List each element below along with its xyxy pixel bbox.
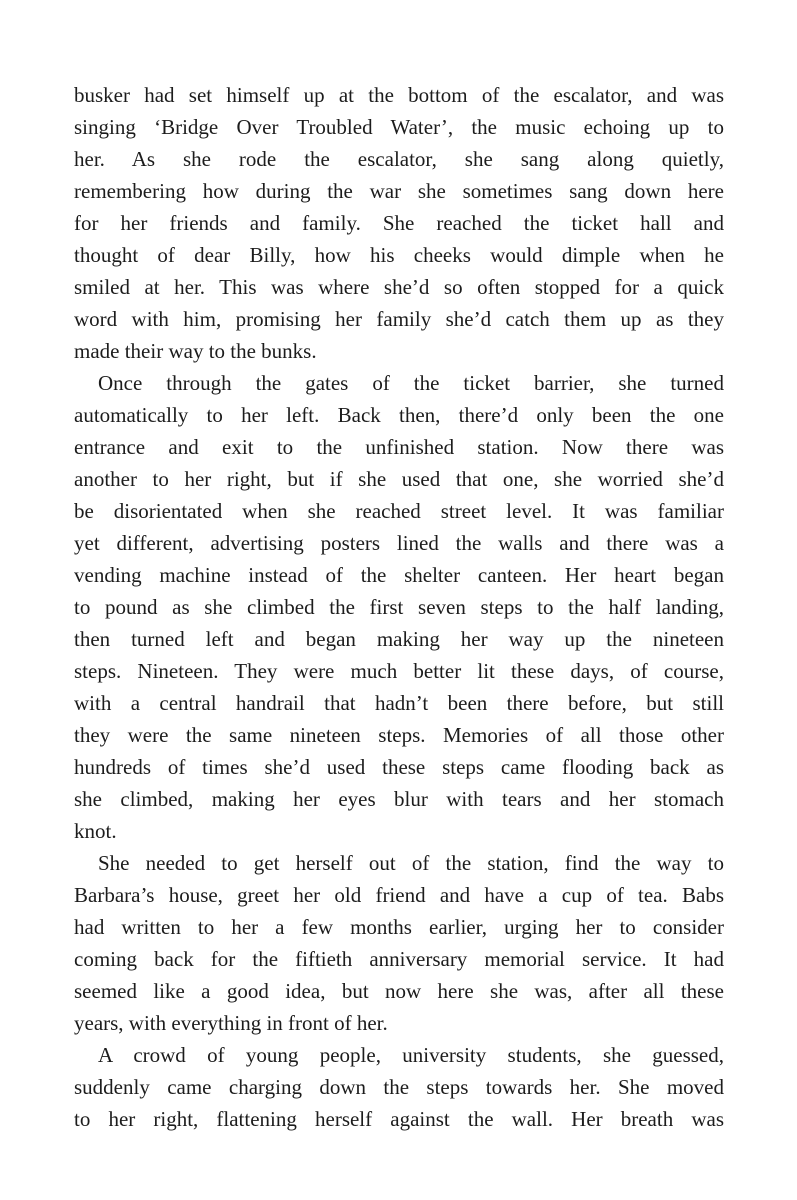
text-line: knot. bbox=[74, 819, 117, 843]
text-line: smiled at her. This was where she’d so often stopped for a quick bbox=[74, 275, 724, 299]
text-line: years, with everything in front of her. bbox=[74, 1011, 388, 1035]
text-line: suddenly came charging down the steps towards her. She moved bbox=[74, 1075, 724, 1099]
text-line: busker had set himself up at the bottom of the escalator, and was bbox=[74, 83, 724, 107]
text-line: hundreds of times she’d used these steps came flooding back as bbox=[74, 755, 724, 779]
text-line: to pound as she climbed the first seven steps to the half landing, bbox=[74, 595, 724, 619]
text-line: singing ‘Bridge Over Troubled Water’, the music echoing up to bbox=[74, 115, 724, 139]
text-line: they were the same nineteen steps. Memories of all those other bbox=[74, 723, 724, 747]
text-line: Once through the gates of the ticket barrier, she turned bbox=[98, 371, 724, 395]
text-line: remembering how during the war she sometimes sang down here bbox=[74, 179, 724, 203]
text-line: had written to her a few months earlier, urging her to consider bbox=[74, 915, 724, 939]
text-line: Barbara’s house, greet her old friend and have a cup of tea. Babs bbox=[74, 883, 724, 907]
text-line: she climbed, making her eyes blur with tears and her stomach bbox=[74, 787, 724, 811]
text-line: She needed to get herself out of the station, find the way to bbox=[98, 851, 724, 875]
paragraph bbox=[74, 79, 724, 367]
text-line: then turned left and began making her way up the nineteen bbox=[74, 627, 724, 651]
text-line: thought of dear Billy, how his cheeks would dimple when he bbox=[74, 243, 724, 267]
text-line: be disorientated when she reached street level. It was familiar bbox=[74, 499, 724, 523]
text-line: seemed like a good idea, but now here she was, after all these bbox=[74, 979, 724, 1003]
text-line: steps. Nineteen. They were much better lit these days, of course, bbox=[74, 659, 724, 683]
text-line: entrance and exit to the unfinished station. Now there was bbox=[74, 435, 724, 459]
paragraph bbox=[74, 367, 724, 847]
text-line: her. As she rode the escalator, she sang along quietly, bbox=[74, 147, 724, 171]
paragraph bbox=[74, 847, 724, 1039]
text-line: A crowd of young people, university students, she guessed, bbox=[98, 1043, 724, 1067]
text-line: made their way to the bunks. bbox=[74, 339, 317, 363]
text-line: word with him, promising her family she’d catch them up as they bbox=[74, 307, 724, 331]
text-line: another to her right, but if she used that one, she worried she’d bbox=[74, 467, 724, 491]
page-text bbox=[74, 79, 724, 1135]
text-line: with a central handrail that hadn’t been there before, but still bbox=[74, 691, 724, 715]
paragraph bbox=[74, 1039, 724, 1135]
text-line: automatically to her left. Back then, there’d only been the one bbox=[74, 403, 724, 427]
text-line: yet different, advertising posters lined the walls and there was a bbox=[74, 531, 724, 555]
text-line: coming back for the fiftieth anniversary memorial service. It had bbox=[74, 947, 724, 971]
text-line: for her friends and family. She reached the ticket hall and bbox=[74, 211, 724, 235]
text-line: vending machine instead of the shelter canteen. Her heart began bbox=[74, 563, 724, 587]
text-line: to her right, flattening herself against the wall. Her breath was bbox=[74, 1107, 724, 1131]
